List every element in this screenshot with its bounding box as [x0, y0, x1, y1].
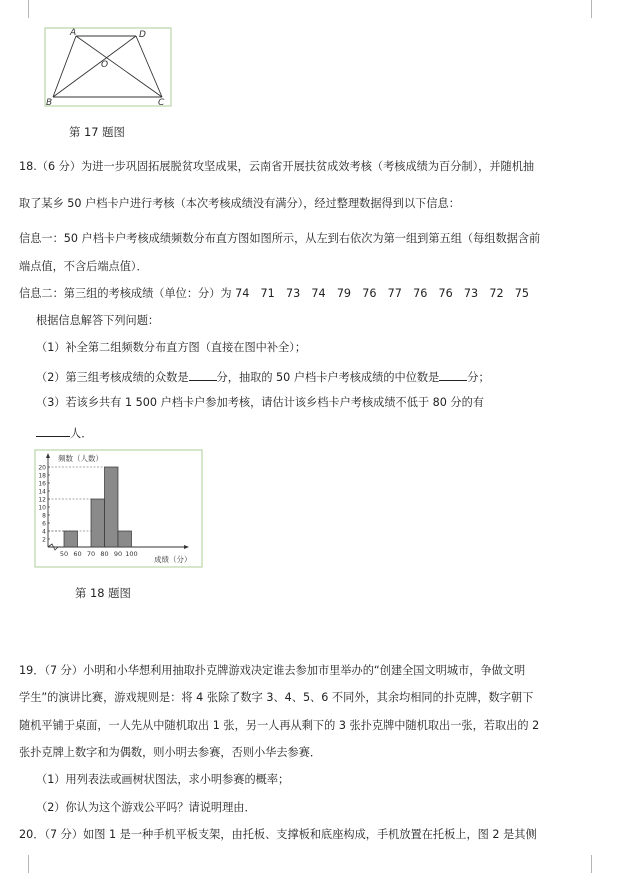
q18-info2: 信息二：第三组的考核成绩（单位：分）为 74 71 73 74 79 76 77 76 76 73 72 75 — [19, 287, 530, 300]
q20-line-1: 20．（7 分）如图 1 是一种手机平板支架，由托板、支撑板和底座构成，手机放置在托板上，图 2 是其侧 — [19, 828, 537, 841]
crop-mark-bottom-right — [591, 855, 620, 873]
histogram-bar — [91, 499, 105, 547]
histogram-y-tick-label: 16 — [38, 480, 46, 488]
figure-17-caption: 第 17 题图 — [69, 125, 125, 139]
q19-line-4: 张扑克牌上数字和为偶数，则小明去参赛，否则小华去参赛． — [19, 746, 322, 759]
q18-part-3-text-b: 人． — [70, 427, 93, 440]
q18-prompt: 根据信息解答下列问题： — [36, 314, 160, 327]
figure-17-label-a: A — [70, 28, 77, 38]
histogram-y-tick-label: 4 — [42, 528, 46, 536]
histogram-bar — [64, 531, 78, 547]
figure-18-histogram — [34, 449, 204, 569]
q18-info1-line-1: 信息一：50 户档卡户考核成绩频数分布直方图如图所示，从左到右依次为第一组到第五组（每组数据含前 — [19, 232, 541, 245]
q18-stem-line-2: 取了某乡 50 户档卡户进行考核（本次考核成绩没有满分），经过整理数据得到以下信息： — [19, 197, 460, 210]
histogram-x-tick-label: 60 — [73, 550, 82, 558]
q18-median-answer-blank[interactable] — [439, 369, 467, 381]
histogram-x-tick-label: 50 — [59, 550, 69, 558]
histogram-x-axis-label: 成绩（分） — [154, 555, 192, 564]
q18-mode-answer-blank[interactable] — [189, 369, 217, 381]
histogram-y-tick-label: 20 — [38, 464, 46, 472]
histogram-y-tick-label: 12 — [38, 496, 46, 504]
crop-mark-top-left — [0, 0, 29, 18]
figure-18-caption: 第 18 题图 — [75, 586, 131, 600]
histogram-y-tick-label: 18 — [38, 472, 46, 480]
crop-mark-top-right — [591, 0, 620, 18]
figure-17-label-b: B — [46, 98, 53, 108]
q18-part-3: （3）若该乡共有 1 500 户档卡户参加考核，请估计该乡档卡户考核成绩不低于 80 分的有 — [36, 396, 484, 409]
q18-part-3-cont — [36, 425, 92, 441]
q18-count-answer-blank[interactable] — [36, 425, 70, 437]
histogram-y-axis-label: 频数（人数） — [58, 454, 103, 463]
histogram-x-tick-label: 100 — [125, 550, 138, 558]
histogram-x-tick-label: 70 — [86, 550, 96, 558]
histogram-bar — [118, 531, 132, 547]
figure-17-label-c: C — [158, 98, 165, 108]
q19-part-1: （1）用列表法或画树状图法，求小明参赛的概率； — [36, 773, 290, 786]
histogram-bar — [105, 467, 119, 547]
q18-part-1: （1）补全第二组频数分布直方图（直接在图中补全）； — [36, 341, 307, 354]
histogram-y-tick-label: 6 — [42, 520, 46, 528]
q19-line-1: 19．（7 分）小明和小华想利用抽取扑克牌游戏决定谁去参加市里举办的“创建全国文明城市，争做文明 — [19, 664, 526, 677]
crop-mark-bottom-left — [0, 855, 29, 873]
q18-part-2 — [36, 369, 490, 385]
histogram-y-tick-label: 8 — [42, 512, 46, 520]
histogram-x-tick-label: 80 — [100, 550, 109, 558]
q19-line-3: 随机平铺于桌面，一人先从中随机取出 1 张，另一人再从剩下的 3 张扑克牌中随机取出一张，若取出的 2 — [19, 719, 540, 732]
q18-part-2-text-c: 分； — [467, 371, 490, 384]
q18-stem-line-1: 18.（6 分）为进一步巩固拓展脱贫攻坚成果，云南省开展扶贫成效考核（考核成绩为百分制），并随机抽 — [19, 160, 535, 173]
figure-17-label-o: O — [101, 60, 109, 70]
histogram-y-tick-label: 10 — [38, 504, 46, 512]
q18-part-2-text-a: （2）第三组考核成绩的众数是 — [36, 371, 189, 384]
histogram-x-axis-arrow — [184, 545, 189, 549]
figure-17-label-d: D — [139, 30, 146, 40]
q18-info1-line-2: 端点值，不含后端点值）． — [19, 260, 148, 273]
figure-17-diagram — [44, 27, 174, 109]
histogram-y-tick-label: 2 — [42, 536, 46, 544]
histogram-y-tick-label: 14 — [38, 488, 46, 496]
q19-line-2: 学生”的演讲比赛，游戏规则是：将 4 张除了数字 3、4、5、6 不同外，其余均相同的扑克牌，数字朝下 — [19, 691, 534, 704]
histogram-x-tick-label: 90 — [113, 550, 123, 558]
q18-part-2-text-b: 分，抽取的 50 户档卡户考核成绩的中位数是 — [216, 371, 440, 384]
histogram-y-axis-arrow — [46, 453, 50, 458]
q19-part-2: （2）你认为这个游戏公平吗？请说明理由． — [36, 801, 256, 814]
